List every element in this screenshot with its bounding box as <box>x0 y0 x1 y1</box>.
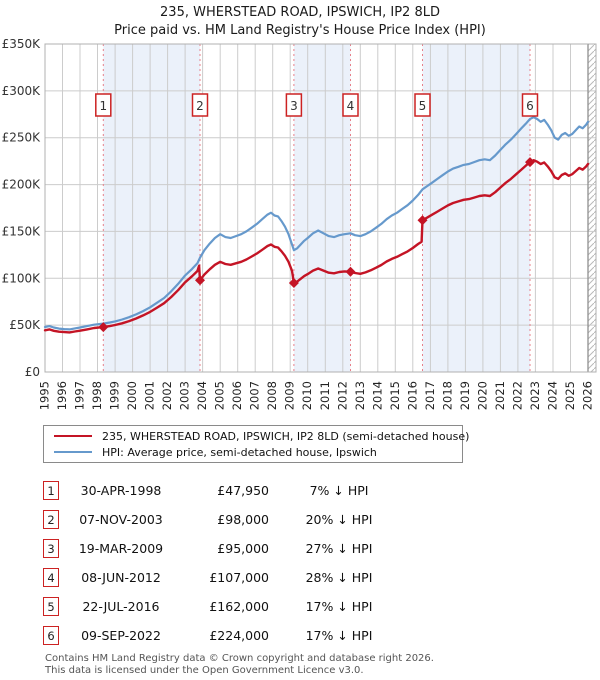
footer-line2: This data is licensed under the Open Government Licence v3.0. <box>45 664 364 676</box>
svg-text:2014: 2014 <box>370 381 385 411</box>
sale-hpi-delta: 20% ↓ HPI <box>305 512 373 527</box>
svg-text:1: 1 <box>99 99 108 113</box>
legend-row-property <box>50 428 470 444</box>
sale-number-badge: 6 <box>43 626 59 645</box>
svg-text:2017: 2017 <box>422 381 437 411</box>
svg-text:£300K: £300K <box>1 83 40 98</box>
svg-text:2013: 2013 <box>352 381 367 411</box>
sale-number-badge: 5 <box>43 597 59 616</box>
svg-text:2011: 2011 <box>317 381 332 411</box>
svg-text:2012: 2012 <box>335 381 350 411</box>
sale-hpi-delta: 17% ↓ HPI <box>305 628 373 643</box>
table-row <box>43 592 600 621</box>
sale-hpi-delta: 17% ↓ HPI <box>305 599 373 614</box>
svg-text:1998: 1998 <box>90 381 104 411</box>
svg-text:2005: 2005 <box>212 381 227 411</box>
svg-text:2025: 2025 <box>563 381 577 411</box>
sale-number-badge: 1 <box>43 481 59 500</box>
svg-text:£200K: £200K <box>1 177 40 192</box>
svg-text:1996: 1996 <box>55 381 69 411</box>
sale-number-badge: 3 <box>43 539 59 558</box>
svg-text:£100K: £100K <box>1 271 40 286</box>
svg-text:2026: 2026 <box>580 381 595 411</box>
sale-price: £47,950 <box>217 483 269 498</box>
legend-property-label: 235, WHERSTEAD ROAD, IPSWICH, IP2 8LD (semi-detached house) <box>102 429 470 443</box>
sale-price: £224,000 <box>209 628 269 643</box>
svg-text:2009: 2009 <box>282 381 297 411</box>
svg-text:2015: 2015 <box>387 381 402 411</box>
sale-date: 07-NOV-2003 <box>79 512 163 527</box>
svg-text:£150K: £150K <box>1 224 40 239</box>
svg-text:2024: 2024 <box>545 381 560 411</box>
svg-text:2020: 2020 <box>475 381 490 411</box>
svg-text:2001: 2001 <box>142 381 157 411</box>
page-title: 235, WHERSTEAD ROAD, IPSWICH, IP2 8LD <box>160 5 440 20</box>
svg-text:1999: 1999 <box>107 381 122 411</box>
svg-text:2004: 2004 <box>195 381 210 411</box>
svg-text:2018: 2018 <box>440 381 455 411</box>
footer <box>45 653 600 676</box>
hpi-line-swatch <box>54 451 92 453</box>
svg-text:2021: 2021 <box>492 381 507 411</box>
page-subtitle: Price paid vs. HM Land Registry's House Price Index (HPI) <box>114 23 486 38</box>
svg-text:5: 5 <box>418 99 427 113</box>
svg-text:2008: 2008 <box>265 381 280 411</box>
sale-hpi-delta: 28% ↓ HPI <box>305 570 373 585</box>
svg-text:1997: 1997 <box>72 381 87 411</box>
svg-text:2016: 2016 <box>405 381 420 411</box>
svg-text:2000: 2000 <box>125 381 140 411</box>
svg-text:2019: 2019 <box>457 381 472 411</box>
svg-text:£0: £0 <box>24 365 40 379</box>
table-row <box>43 505 600 534</box>
svg-text:6: 6 <box>526 99 534 113</box>
svg-text:3: 3 <box>290 99 298 113</box>
chart-header <box>0 0 600 39</box>
table-row <box>43 621 600 650</box>
table-row <box>43 534 600 563</box>
sale-price: £162,000 <box>209 599 269 614</box>
sale-date: 08-JUN-2012 <box>81 570 161 585</box>
sales-table <box>43 476 600 650</box>
sale-number-badge: 2 <box>43 510 59 529</box>
sale-hpi-delta: 27% ↓ HPI <box>305 541 373 556</box>
svg-text:2003: 2003 <box>177 381 192 411</box>
svg-text:2002: 2002 <box>160 381 175 411</box>
footer-line1: Contains HM Land Registry data © Crown copyright and database right 2026. <box>45 653 434 664</box>
legend-row-hpi <box>50 444 456 460</box>
svg-text:2023: 2023 <box>527 381 542 411</box>
svg-text:2: 2 <box>196 99 204 113</box>
sale-price: £107,000 <box>209 570 269 585</box>
chart-legend <box>43 425 470 463</box>
svg-text:2007: 2007 <box>247 381 262 411</box>
svg-text:£50K: £50K <box>9 318 40 333</box>
svg-text:4: 4 <box>346 99 355 113</box>
sale-price: £98,000 <box>217 512 269 527</box>
sale-number-badge: 4 <box>43 568 59 587</box>
sale-date: 30-APR-1998 <box>80 483 162 498</box>
svg-text:£350K: £350K <box>1 39 40 51</box>
sale-price: £95,000 <box>217 541 269 556</box>
legend-hpi-label: HPI: Average price, semi-detached house, Ipswich <box>102 445 377 459</box>
table-row <box>43 476 600 505</box>
sale-date: 09-SEP-2022 <box>81 628 161 643</box>
svg-text:£250K: £250K <box>1 130 40 145</box>
table-row <box>43 563 600 592</box>
svg-text:2006: 2006 <box>230 381 245 411</box>
price-chart <box>0 39 600 423</box>
sale-date: 22-JUL-2016 <box>82 599 160 614</box>
svg-text:2010: 2010 <box>300 381 315 411</box>
svg-text:2022: 2022 <box>510 381 525 411</box>
sale-date: 19-MAR-2009 <box>78 541 164 556</box>
sale-hpi-delta: 7% ↓ HPI <box>309 483 369 498</box>
svg-text:1995: 1995 <box>37 381 52 411</box>
property-line-swatch <box>54 435 92 437</box>
